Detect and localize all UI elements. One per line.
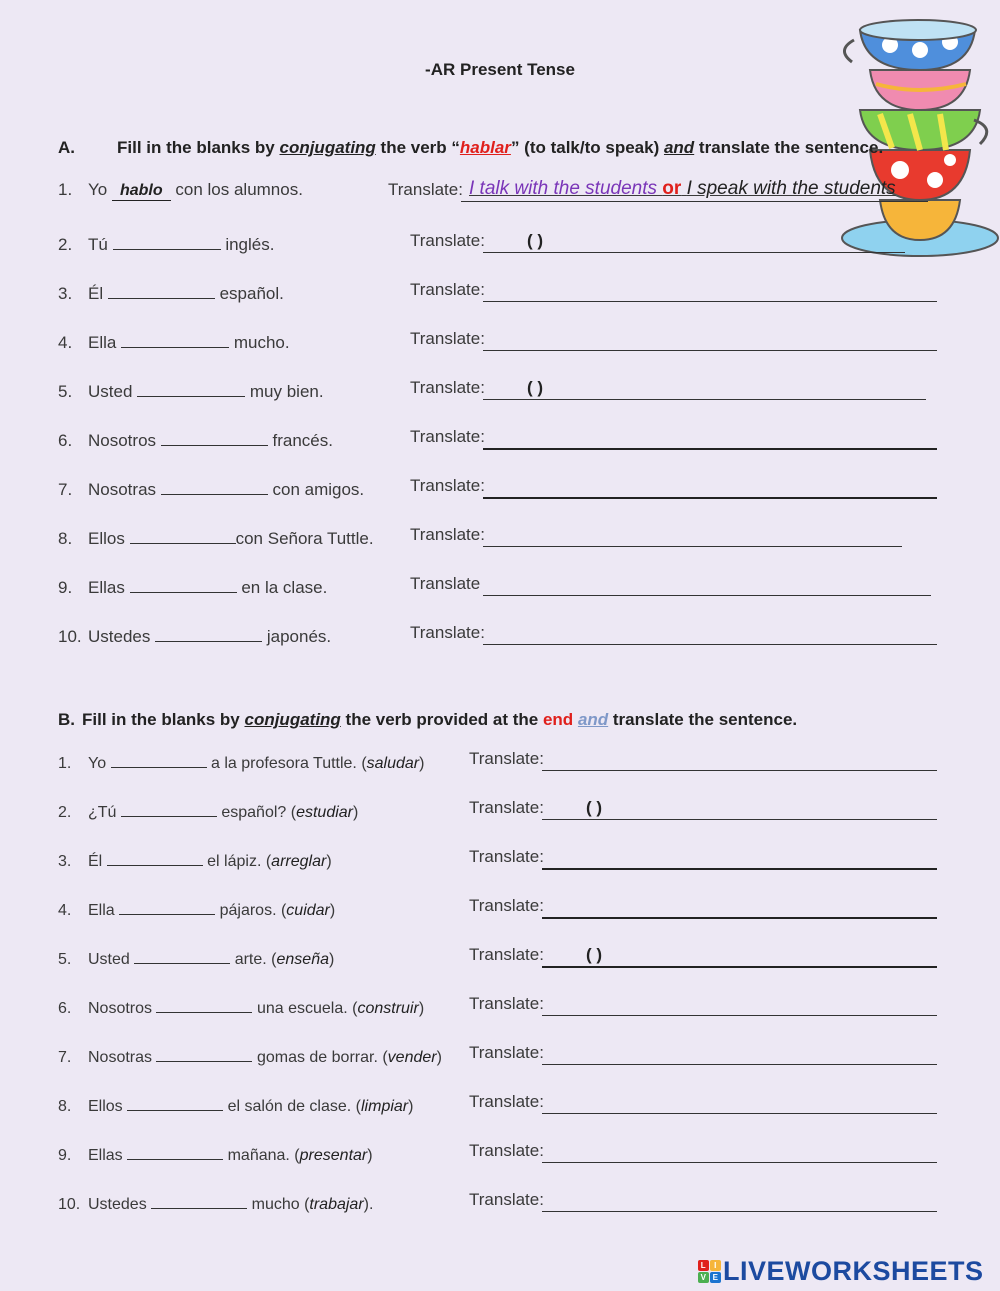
translate-label: Translate: bbox=[469, 994, 544, 1013]
section-b-item bbox=[58, 1043, 442, 1067]
item-subject: Nosotras bbox=[88, 1049, 153, 1066]
translation-answer-line[interactable] bbox=[483, 526, 902, 547]
answer-blank[interactable] bbox=[127, 1141, 223, 1160]
item-subject: Ella bbox=[88, 333, 117, 352]
answer-blank[interactable] bbox=[156, 994, 252, 1013]
item-rest-text: el lápiz. ( bbox=[207, 853, 272, 870]
item-subject: Él bbox=[88, 284, 104, 303]
item-rest-text: con los alumnos. bbox=[175, 180, 303, 199]
item-number: 5. bbox=[58, 382, 73, 401]
section-b-letter: B. bbox=[58, 710, 75, 729]
section-b-instructions: B. Fill in the blanks by conjugating the verb provided at the end and translate the sentence. bbox=[58, 710, 798, 729]
item-close: ) bbox=[408, 1098, 414, 1115]
section-a-item bbox=[58, 329, 290, 353]
item-verb: arreglar bbox=[271, 853, 327, 870]
answer-blank[interactable] bbox=[137, 378, 245, 397]
item-rest-text: arte. ( bbox=[234, 951, 277, 968]
item-rest-text: mucho. bbox=[233, 333, 290, 352]
item-close: ) bbox=[353, 804, 359, 821]
translate-label: Translate: bbox=[410, 525, 485, 544]
translation-answer-line[interactable] bbox=[542, 848, 937, 870]
translation-answer-line[interactable] bbox=[542, 1191, 937, 1212]
item-verb: limpiar bbox=[361, 1098, 409, 1115]
item-rest-text: en la clase. bbox=[241, 578, 328, 597]
item-subject: Yo bbox=[88, 180, 108, 199]
answer-blank[interactable] bbox=[130, 574, 237, 593]
item-rest-text: francés. bbox=[272, 431, 333, 450]
item-number: 3. bbox=[58, 284, 73, 303]
translate-label: Translate: bbox=[410, 427, 485, 446]
answer-blank[interactable] bbox=[108, 280, 215, 299]
translate-label: Translate: bbox=[469, 896, 544, 915]
item-subject: Yo bbox=[88, 755, 107, 772]
translation-answer-line[interactable] bbox=[542, 897, 937, 919]
section-a-item bbox=[58, 525, 374, 549]
answer-blank[interactable] bbox=[107, 847, 203, 866]
translate-label: Translate: bbox=[410, 623, 485, 642]
item-close: ). bbox=[363, 1196, 374, 1213]
item-close: ) bbox=[326, 853, 332, 870]
item-rest-text: con amigos. bbox=[272, 480, 365, 499]
answer-blank[interactable] bbox=[121, 329, 229, 348]
item-number: 6. bbox=[58, 1000, 72, 1017]
translate-label: Translate: bbox=[469, 1141, 544, 1160]
item-number: 8. bbox=[58, 529, 73, 548]
translation-answer-line[interactable] bbox=[483, 428, 937, 450]
answer-blank[interactable] bbox=[161, 427, 268, 446]
translate-label: Translate: bbox=[410, 329, 485, 348]
item-rest-text: español. bbox=[219, 284, 284, 303]
translate-label: Translate: bbox=[469, 1092, 544, 1111]
section-b-item bbox=[58, 994, 424, 1018]
item-rest-text: mañana. ( bbox=[227, 1147, 300, 1164]
item-rest-text: inglés. bbox=[225, 235, 275, 254]
answer-blank[interactable] bbox=[119, 896, 215, 915]
item-rest-text: el salón de clase. ( bbox=[227, 1098, 361, 1115]
item-rest-text: muy bien. bbox=[249, 382, 324, 401]
section-b-item bbox=[58, 847, 332, 871]
item-rest-text: mucho ( bbox=[251, 1196, 310, 1213]
translation-answer-line[interactable] bbox=[483, 379, 926, 400]
translation-answer-line[interactable] bbox=[483, 281, 937, 302]
translation-answer-line[interactable] bbox=[542, 1044, 937, 1065]
item-subject: Nosotras bbox=[88, 480, 157, 499]
teacups-illustration bbox=[840, 0, 1000, 262]
item-subject: Tú bbox=[88, 235, 108, 254]
item-subject: Ellos bbox=[88, 529, 125, 548]
item-rest-text: gomas de borrar. ( bbox=[256, 1049, 388, 1066]
answer-blank[interactable] bbox=[161, 476, 268, 495]
item-close: ) bbox=[418, 1000, 425, 1017]
liveworksheets-logo: L I V E LIVEWORKSHEETS bbox=[698, 1256, 984, 1286]
section-b-item bbox=[58, 1092, 413, 1116]
item-close: ) bbox=[436, 1049, 442, 1066]
item-rest-text: una escuela. ( bbox=[256, 1000, 358, 1017]
section-a-item bbox=[58, 476, 364, 500]
example-translation: I talk with the students or I speak with the students bbox=[469, 178, 896, 199]
translation-answer-line[interactable] bbox=[542, 995, 937, 1016]
answer-blank[interactable] bbox=[155, 623, 262, 642]
section-b-item bbox=[58, 1141, 373, 1165]
item-close: ) bbox=[419, 755, 425, 772]
section-a-item bbox=[58, 378, 324, 402]
item-subject: Usted bbox=[88, 382, 133, 401]
item-number: 2. bbox=[58, 804, 72, 821]
item-rest-text: japonés. bbox=[266, 627, 332, 646]
item-number: 5. bbox=[58, 951, 72, 968]
item-subject: Ustedes bbox=[88, 627, 151, 646]
section-a-letter: A. bbox=[58, 138, 75, 157]
item-number: 1. bbox=[58, 180, 73, 199]
item-close: ) bbox=[329, 902, 336, 919]
answer-blank[interactable] bbox=[134, 945, 230, 964]
item-subject: Ellas bbox=[88, 578, 125, 597]
item-number: 10. bbox=[58, 1196, 81, 1213]
item-number: 9. bbox=[58, 1147, 72, 1164]
answer-blank[interactable] bbox=[151, 1190, 247, 1209]
item-subject: Ellas bbox=[88, 1147, 123, 1164]
answer-blank[interactable] bbox=[111, 749, 207, 768]
item-subject: Ella bbox=[88, 902, 115, 919]
item-number: 7. bbox=[58, 1049, 72, 1066]
section-a-item bbox=[58, 231, 274, 255]
translate-label: Translate bbox=[410, 574, 481, 593]
item-rest-text: español? ( bbox=[221, 804, 297, 821]
item-verb: trabajar bbox=[309, 1196, 364, 1213]
item-rest-text: a la profesora Tuttle. ( bbox=[211, 755, 367, 772]
item-verb: saludar bbox=[366, 755, 420, 772]
item-subject: Usted bbox=[88, 951, 130, 968]
item-verb: enseña bbox=[276, 951, 329, 968]
parenthesis-hint: ( ) bbox=[527, 378, 544, 397]
translate-label: Translate: bbox=[469, 847, 544, 866]
translation-answer-line[interactable] bbox=[542, 1142, 937, 1163]
section-a-item bbox=[58, 623, 331, 647]
item-number: 3. bbox=[58, 853, 72, 870]
answer-blank[interactable] bbox=[127, 1092, 223, 1111]
translate-label: Translate: bbox=[469, 798, 544, 817]
section-b-item bbox=[58, 945, 334, 969]
item-subject: Nosotros bbox=[88, 431, 157, 450]
translate-label: Translate: bbox=[410, 231, 485, 250]
parenthesis-hint: ( ) bbox=[586, 798, 603, 817]
item-subject: Ustedes bbox=[88, 1196, 147, 1213]
item-number: 2. bbox=[58, 235, 73, 254]
item-verb: vender bbox=[387, 1049, 437, 1066]
translation-answer-line[interactable] bbox=[483, 477, 937, 499]
translation-answer-line[interactable] bbox=[483, 232, 905, 253]
section-b-item bbox=[58, 896, 335, 920]
item-close: ) bbox=[329, 951, 335, 968]
translate-label: Translate: bbox=[388, 180, 463, 199]
translate-label: Translate: bbox=[469, 1190, 544, 1209]
item-close: ) bbox=[367, 1147, 373, 1164]
answer-blank-filled[interactable]: hablo bbox=[112, 182, 171, 201]
item-number: 8. bbox=[58, 1098, 72, 1115]
item-number: 1. bbox=[58, 755, 72, 772]
answer-blank[interactable] bbox=[121, 798, 217, 817]
translation-answer-line[interactable] bbox=[542, 1093, 937, 1114]
parenthesis-hint: ( ) bbox=[527, 231, 544, 250]
translate-label: Translate: bbox=[410, 378, 485, 397]
section-a-item bbox=[58, 427, 333, 451]
item-number: 7. bbox=[58, 480, 73, 499]
translation-answer-line[interactable] bbox=[483, 575, 931, 596]
answer-blank[interactable] bbox=[156, 1043, 252, 1062]
item-verb: presentar bbox=[299, 1147, 368, 1164]
translate-label: Translate: bbox=[469, 749, 544, 768]
section-b-item bbox=[58, 1190, 373, 1214]
translate-label: Translate: bbox=[469, 1043, 544, 1062]
page-title: -AR Present Tense bbox=[425, 60, 575, 79]
section-a-instructions: A. Fill in the blanks by conjugating the verb “hablar” (to talk/to speak) and translate the sentence. bbox=[58, 138, 884, 157]
translation-answer-line[interactable] bbox=[483, 330, 937, 351]
answer-blank[interactable] bbox=[113, 231, 221, 250]
item-verb: cuidar bbox=[286, 902, 330, 919]
section-a-item bbox=[58, 180, 303, 204]
translation-answer-line[interactable] bbox=[483, 624, 937, 645]
item-verb: estudiar bbox=[296, 804, 353, 821]
logo-mark-icon: L I V E bbox=[698, 1260, 721, 1283]
item-rest-text: pájaros. ( bbox=[219, 902, 287, 919]
item-subject: Él bbox=[88, 853, 103, 870]
item-subject: Nosotros bbox=[88, 1000, 153, 1017]
translate-label: Translate: bbox=[410, 476, 485, 495]
section-a-item bbox=[58, 574, 327, 598]
parenthesis-hint: ( ) bbox=[586, 945, 603, 964]
translate-label: Translate: bbox=[469, 945, 544, 964]
section-b-item bbox=[58, 749, 424, 773]
section-a-item bbox=[58, 280, 284, 304]
translate-label: Translate: bbox=[410, 280, 485, 299]
translation-answer-line[interactable] bbox=[542, 750, 937, 771]
item-number: 6. bbox=[58, 431, 73, 450]
item-number: 4. bbox=[58, 333, 73, 352]
item-rest-text: con Señora Tuttle. bbox=[235, 529, 374, 548]
item-subject: ¿Tú bbox=[88, 804, 117, 821]
item-number: 4. bbox=[58, 902, 72, 919]
section-b-item bbox=[58, 798, 358, 822]
item-verb: construir bbox=[357, 1000, 419, 1017]
answer-blank[interactable] bbox=[130, 525, 236, 544]
item-subject: Ellos bbox=[88, 1098, 123, 1115]
item-number: 10. bbox=[58, 627, 82, 646]
item-number: 9. bbox=[58, 578, 73, 597]
